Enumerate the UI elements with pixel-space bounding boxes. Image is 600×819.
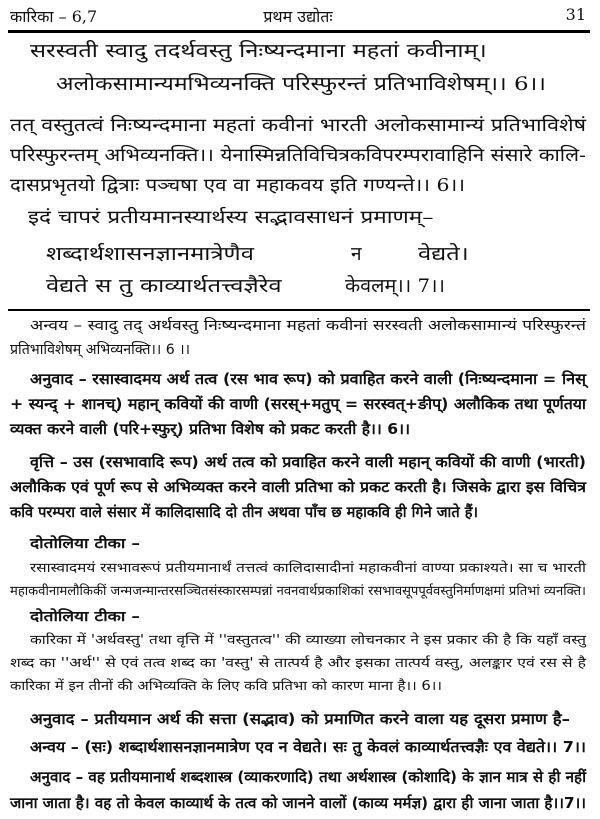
anuvad-6-line-3: व्यक्त करने वाली (परि+स्फुर्) प्रतिभा विशेष को प्रकट करती है।। 6।। — [10, 420, 410, 438]
tika-2-line-2: शब्द का ''अर्थ'' से एवं तत्व शब्द का 'वस्तु' से तात्पर्य है और इसका तात्पर्य वस्तु, अलङ्कार एवं रस से है — [10, 656, 586, 671]
vritti-hindi-line-2: अलौकिक एवं पूर्ण रूप से अभिव्यक्त करने वाली प्रतिभा को प्रकट करती है। जिसके द्वारा इस विचित्र — [10, 478, 586, 496]
header-karika-label: कारिका – 6,7 — [10, 7, 98, 26]
karika-7-line-1-part-b: न — [351, 243, 362, 265]
anuvad-6-line-2: + स्यन्द् + शानच्) महान् कवियों की वाणी (सरस्+मतुप् = सरस्वत्+ङीप्) अलौकिक तथा पूर्णतया — [10, 395, 586, 413]
vritti-hindi-line-1: वृत्ति – उस (रसभावादि रूप) अर्थ तत्व को प्रवाहित करने वाली महान् कवियों की वाणी (भारती) — [30, 453, 586, 471]
anuvad-7-line-2: जाना जाता है। वह तो केवल काव्यार्थ के तत्व को जानने वालों (काव्य मर्मज्ञ) द्वारा ही जाना जाता है।।7।। — [10, 794, 586, 812]
anuvad-6-line-1: अनुवाद – रसास्वादमय अर्थ तत्व (रस भाव रूप) को प्रवाहित करने वाली (निःष्यन्दमाना = निस् — [30, 370, 586, 388]
karika-6-line-1: सरस्वती स्वादु तदर्थवस्तु निःष्यन्दमाना महतां कवीनाम्। — [30, 40, 487, 62]
karika-7-line-1-part-c: वेद्यते। — [418, 243, 469, 265]
anvaya-7: अन्वय – (सः) शब्दार्थशासनज्ञानमात्रेण एव न वेद्यते। सः तु केवलं काव्यार्थतत्त्वज्ञैः एव वेद्यते।। 7।। — [30, 738, 586, 756]
header-chapter-title: प्रथम उद्योतः — [263, 7, 333, 26]
tika-2-line-3: कारिका में इन तीनों की अभिव्यक्ति के लिए कवि प्रतिभा को कारण माना है।। 6।। — [10, 679, 442, 694]
vritti-6-line-1: तत् वस्तुतत्वं निःष्यन्दमाना महतां कवीनां भारती अलोकसामान्यं प्रतिभाविशेषं — [10, 115, 586, 136]
vritti-6-line-3: दासप्रभृतयो द्वित्राः पञ्चषा एव वा महाकवय इति गण्यन्ते।। 6।। — [10, 175, 466, 196]
vritti-6-line-4: इदं चापरं प्रतीयमानस्यार्थस्य सद्भावसाधनं प्रमाणम्– — [28, 207, 434, 228]
karika-7-line-1-part-a: शब्दार्थशासनज्ञानमात्रेणैव — [46, 243, 254, 265]
karika-7-line-2-part-b: केवलम्।। 7।। — [345, 275, 445, 297]
tika-1-line-1: रसास्वादमयं रसभावरूपं प्रतीयमानार्थं तत्तत्वं कालिदासादीनां महाकवीनां वाण्या प्रकाश्यते। सा च भारती — [30, 561, 586, 576]
section-rule — [8, 309, 590, 311]
vritti-6-line-2: परिस्फुरन्तम् अभिव्यनक्ति।। येनास्मिन्नतिविचित्रकविपरम्परावाहिनि संसारे कालि- — [10, 145, 586, 166]
tika-2-line-1: कारिका में 'अर्थवस्तु' तथा वृत्ति में ''वस्तुतत्व'' की व्याख्या लोचनकार ने इस प्रकार की है कि यहाँ वस्तु — [30, 633, 586, 648]
tika-1-heading: दोतोलिया टीका – — [30, 536, 140, 552]
karika-6-line-2: अलोकसामान्यमभिव्यनक्ति परिस्फुरन्तं प्रतिभाविशेषम्।। 6।। — [56, 73, 546, 95]
header-rule — [8, 30, 590, 33]
anvaya-6-line-2: प्रतिभाविशेषम् अभिव्यनक्ति।। 6 ।। — [10, 342, 190, 358]
running-header — [10, 3, 586, 29]
page-number: 31 — [565, 5, 586, 24]
anuvad-7-intro: अनुवाद – प्रतीयमान अर्थ की सत्ता (सद्भाव) को प्रमाणित करने वाला यह दूसरा प्रमाण है– — [30, 710, 570, 728]
anuvad-7-line-1: अनुवाद – वह प्रतीयमानार्थ शब्दशास्त्र (व्याकरणादि) तथा अर्थशास्त्र (कोशादि) के ज्ञान मात्र से ही नहीं — [30, 768, 586, 786]
tika-1-line-2: महाकवीनामलौकिकीं जन्मजन्मान्तरसञ्चितसंस्कारसम्पन्नां नवनवार्थप्रकाशिकां रसभावसूपपूर्ववस्तुनिर्माणक्षमां प्रतिभां व्यनक्ति। — [10, 584, 586, 599]
vritti-hindi-line-3: कवि परम्परा वाले संसार में कालिदासादि दो तीन अथवा पाँच छ महाकवि ही गिने जाते हैं। — [10, 503, 478, 521]
tika-2-heading: दोतोलिया टीका – — [30, 609, 140, 625]
anvaya-6-line-1: अन्वय – स्वादु तद् अर्थवस्तु निःष्यन्दमाना महतां कवीनां सरस्वती अलोकसामान्यं परिस्फुरन्तं — [30, 318, 586, 334]
karika-7-line-2-part-a: वेद्यते स तु काव्यार्थतत्त्वज्ञैरेव — [46, 275, 282, 297]
